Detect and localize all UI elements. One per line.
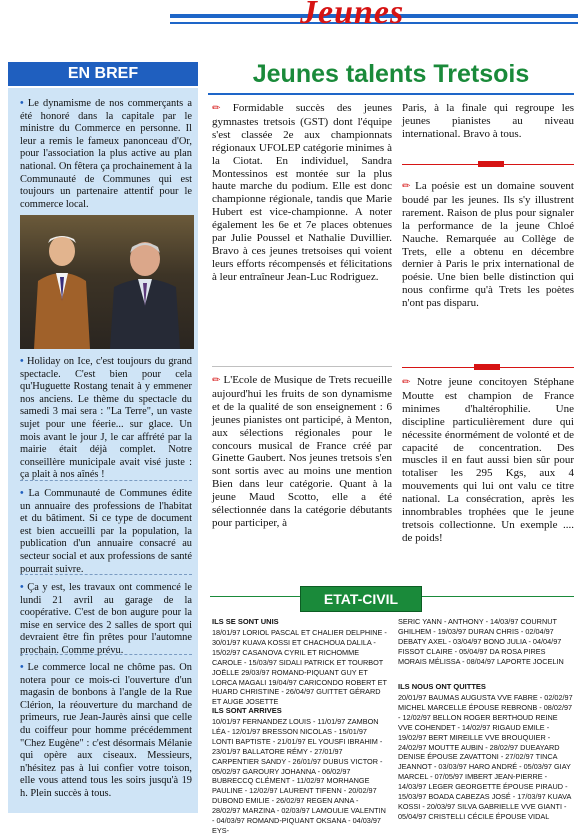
brief-commerce: • Le dynamisme de nos commerçants a été honoré dans la capitale par le ministre du Commerce en personne. Il leur a remis le fameux panonceau d'Or, pour l'association la plus active au plan national. On fêtera ça prochainement à la Communauté de Communes qui est toujours un partenaire attentif pour le commerce local. <box>20 98 192 210</box>
brief-holiday-on-ice: • Holiday on Ice, c'est toujours du grand spectacle. C'est bien pour cela qu'Huguette Rostang tenait à y emmener nos anciens. Le thème du spectacle du samedi 3 mai sera : "La Terre", un vaste sujet pour une féerie... sur glace. Un mois avant le jour J, le car affrété par la mairie était déjà complet. Notre conseillère municipale avait visé juste : ça plait à nos aînés ! <box>20 356 192 481</box>
en-bref-label: EN BREF <box>8 62 198 86</box>
brief-travaux: • Ça y est, les travaux ont commencé le lundi 21 avril au garage de la coopérative. C'est de bon augure pour la mise en service des 2 salles de sport qui devraient être fin prêtes pour l'automne prochain. Comme prévu. <box>20 582 192 656</box>
photo-ministre <box>20 215 194 349</box>
bullet-icon: • <box>20 582 24 593</box>
arrives-list-continued: SERIC YANN - ANTHONY - 14/03/97 COURNUT GHILHEM - 19/03/97 DURAN CHRIS - 02/04/97 DEBATY AXEL - 03/04/97 BONO JULIA - 04/04/97 FISSOT CLAIRE - 05/04/97 DA ROSA PIRES MORAIS MÉLISSA - 08/04/97 LAPORTE JOCELIN <box>398 617 564 666</box>
pencil-icon: ✏ <box>212 375 221 386</box>
article-halterophilie: ✏ Notre jeune concitoyen Stéphane Moutte est champion de France minimes d'haltérophilie. Une discipline particulièrement dure qui nécessite énormément de volonté et de capacité de concentration. Des muscles il en faut aussi bien sûr pour totaliser les 295 Kgs, aux 4 mouvements qui lui ont valu ce titre national. La consécration, après les innombrables trophées que le jeune tretsois collectionne. Un exemple .... de poids! <box>402 376 575 544</box>
pencil-icon: ✏ <box>402 377 411 388</box>
article-paris-finale: Paris, à la finale qui regroupe les jeunes pianistes au niveau international. Bravo à tous. <box>402 102 574 140</box>
divider-accent <box>474 364 500 370</box>
quittes-list: 20/01/97 BAUMAS AUGUSTA VVE FABRE - 02/02/97 MICHEL MARCELLE ÉPOUSE REBRONB - 08/02/97 - 12/02/97 BELLON ROGER BERTHOUD REINE VVE COHENDET - 14/02/97 RIGAUD EMILE - 19/02/97 BERT MIREILLE VVE BROUQUIER - 24/02/97 MOUTTE AUBIN - 28/02/97 DUEAYARD DENISE ÉPOUSE ZAVATTONI - 27/02/97 TINCA JEANNOT - 03/03/97 HARO ANDRÉ - 05/03/97 GIAY MARCEL - 07/05/97 IMBERT JEAN-PIERRE - 14/03/97 LEGER GEORGETTE ÉPOUSE PIRAUD - 15/03/97 BOADA CABEZAS JOSÉ - 17/03/97 KUAVA KOSSI - 20/03/97 SILVA GABRIELLE VVE GIANTI - 05/04/97 CRISTELLI CÉCILE ÉPOUSE VIDAL <box>398 693 573 821</box>
brief-commerce-local: • Le commerce local ne chôme pas. On notera pour ce mois-ci l'ouverture d'un magasin de bonbons à l'angle de la Rue Clérion, la réouverture du marchand de primeurs, rue Jean-Jaurès ainsi que celle du coiffeur pour homme précédemment "Chez Eugène" : c'est désormais Mélanie qui opère aux ciseaux. Messieurs, n'hésitez pas à lui confier votre toison, elle vous attend tous les soirs jusqu'à 19 h. Plein succès à tous. <box>20 662 192 799</box>
bullet-icon: • <box>20 98 24 109</box>
brief-annuaire: • La Communauté de Communes édite un annuaire des professions de l'habitat et du bâtiment. Si ce type de document est bien accueilli par la population, la publication d'un annuaire consacré au secteur social et aux professions de santé pourrait suivre. <box>20 488 192 575</box>
unis-list: 18/01/97 LORIOL PASCAL ET CHALIER DELPHINE - 30/01/97 KUAVA KOSSI ET CHACHOUA DALILA - 15/02/97 CASANOVA CYRIL ET RICHOMME CAROLE - 15/03/97 SIDALI PATRICK ET TOURBOT JOËLLE 29/03/97 ROMAND-PIQUANT GUY ET LORCA MAGALI 19/04/97 CARICONDO ROBERT ET HUARD CHRISTINE - 26/04/97 GUITTET GÉRARD ET AUGE JOSETTE <box>212 628 387 707</box>
person-icon <box>30 229 94 349</box>
page-title: Jeunes talents Tretsois <box>252 60 530 88</box>
divider <box>212 366 392 367</box>
title-rule <box>208 93 574 95</box>
bullet-icon: • <box>20 356 24 367</box>
divider <box>20 654 192 655</box>
article-poesie: ✏ La poésie est un domaine souvent boudé par les jeunes. Ils s'y illustrent rarement. Raison de plus pour signaler la performance de la jeune Chloé Nauche. Remarquée au Collège de Trets, elle a obtenu en décembre dernier à Paris le prix international de poésie. Une bien belle distinction qui nous confirme qu'à Trets les poètes n'ont pas disparu. <box>402 180 574 310</box>
person-icon <box>108 237 182 349</box>
divider-accent <box>478 161 504 167</box>
section-logo: Jeunes <box>300 0 405 31</box>
unis-heading: ILS SE SONT UNIS <box>212 617 279 626</box>
arrives-list: 10/01/97 FERNANDEZ LOUIS - 11/01/97 ZAMBON LÉA - 12/01/97 BRESSON NICOLAS - 15/01/97 LONTI BAPTISTE - 21/01/97 EL YOUSFI IBRAHIM - 23/01/97 BALLATORE RÉMY - 27/01/97 CARPENTIER SANDY - 26/01/97 DUBUS VICTOR - 05/02/97 GAROURY JOHANNA - 06/02/97 BUBRECCQ CLÉMENT - 11/02/97 MORHANGE PAULINE - 12/02/97 LAURENT TIFENN - 20/02/97 DUBOND EMILIE - 26/02/97 REGEN ANNA - 28/02/97 MARZINA - 02/03/97 LAMOULIE VALENTIN - 04/03/97 ROMAND-PIQUANT OKSANA - 04/03/97 EYS- <box>212 717 386 835</box>
arrives-heading: ILS SONT ARRIVES <box>212 706 282 715</box>
divider <box>20 574 192 575</box>
sidebar-en-bref <box>8 88 198 813</box>
bullet-icon: • <box>20 662 24 673</box>
article-ecole-musique: ✏ L'Ecole de Musique de Trets recueille aujourd'hui les fruits de son dynamisme et de la qualité de son enseignement : 6 jeunes pianistes ont participé, à Menton, aux sélections régionales pour le concours musical de France créé par Ginette Gaubert. Nos jeunes tretsois s'en sont sortis avec au moins une mention Bien dans leur catégorie. Quant à la jeune Maud Scotto, elle a été sélectionnée dans la catégorie débutants pour participer, à <box>212 374 392 529</box>
pencil-icon: ✏ <box>402 181 411 192</box>
quittes-heading: ILS NOUS ONT QUITTES <box>398 682 486 691</box>
etat-civil-heading: ETAT-CIVIL <box>300 586 422 612</box>
article-gymnastique: ✏ Formidable succès des jeunes gymnastes tretsois (GST) dont l'équipe s'est classée 2e aux championnats régionaux UFOLEP catégorie minimes à la Ciotat. En individuel, Sandra Montessinos est montée sur la plus haute marche du podium. Elle est donc championne régionale, tandis que Marie Hubert est vice-championne. A noter également les 6e et 7e places obtenues par Julie Poussel et Nathalie Duvillier. Bravo à ces jeunes tretsoises qui voient leurs efforts récompensés et félicitations à leur entraîneur Jean-Luc Rodriguez. <box>212 102 393 283</box>
pencil-icon: ✏ <box>212 103 221 114</box>
divider <box>20 480 192 481</box>
bullet-icon: • <box>20 488 24 499</box>
